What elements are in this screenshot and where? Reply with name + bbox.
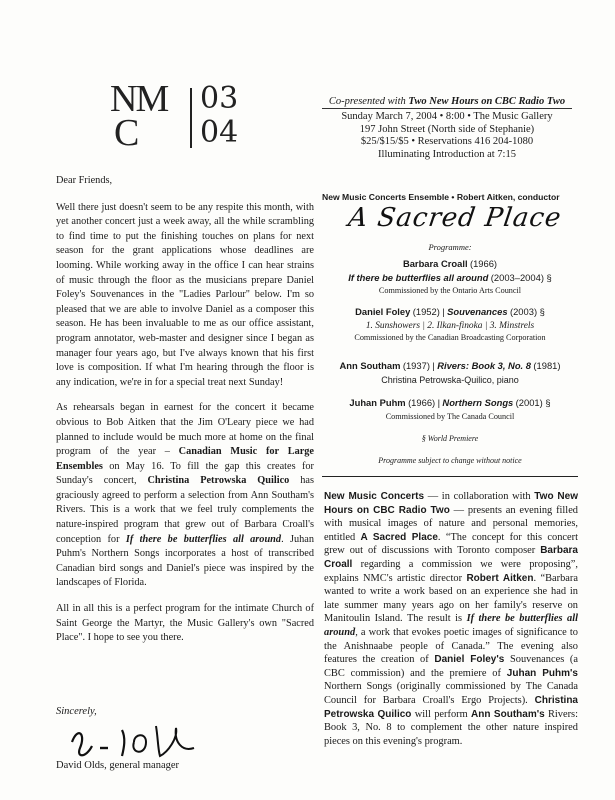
header-rule xyxy=(322,108,572,109)
programme-item: Juhan Puhm (1966) | Northern Songs (2001) § Commissioned by The Canada Council xyxy=(322,397,578,423)
section-divider xyxy=(322,476,578,477)
copresented-line xyxy=(322,96,572,107)
letter-paragraph-2 xyxy=(56,401,314,591)
blurb-partner: Two New Hours on CBC Radio Two xyxy=(324,491,578,516)
blurb-org: New Music Concerts xyxy=(324,491,425,502)
composer: Juhan Puhm xyxy=(349,397,406,408)
blurb-text: regarding a commission we were proposing”, explains NMC's artistic director xyxy=(324,558,578,584)
blurb-text: . “The concept for this concert grew out of discussions with Toronto composer xyxy=(324,531,578,557)
programme-item: Daniel Foley (1952) | Souvenances (2003) § 1. Sunshowers | 2. Ilkan-finoka | 3. Minstrels Commissioned by the Canadian Broadcasting Corporation xyxy=(322,306,578,345)
letter-paragraph-1: Well there just doesn't seem to be any respite this month, with yet another concert just a week away, all the while scrambling to find time to put the finishing touches on plans for next season for the grant applications whose deadlines are looming. While working away in the office I can hear strains of music through the floor as the musicians prepare Daniel Foley's Souvenances in the "Ladies Parlour" below. I'm so pleased that we are able to involve Daniel as a composer this season. He has been invaluable to me as our office assistant, program annotator, web-master and designer since I began as manager four years ago, but I've always known that his first love is composition. If what I'm hearing through the floor is any indication, we're in for a special treat next Sunday! xyxy=(56,201,314,388)
blurb-text: will perform xyxy=(411,708,471,720)
programme-item xyxy=(322,258,578,298)
logo-year xyxy=(200,82,238,150)
work-title: Souvenances xyxy=(447,306,508,317)
event-prices: $25/$15/$5 • Reservations 416 204-1080 xyxy=(360,136,534,147)
programme-item: Ann Southam (1937) | Rivers: Book 3, No. 8 (1981) Christina Petrowska-Quilico, piano xyxy=(322,360,578,386)
logo-year1: 03 xyxy=(200,81,239,116)
blurb-text: Northern Songs (originally commissioned by The Canada Council for Barbara Croall's Ergo Projects). xyxy=(324,681,578,706)
letter-body xyxy=(56,174,314,657)
event-date: Sunday March 7, 2004 • 8:00 • The Music Gallery xyxy=(341,111,553,122)
p2-performer: Christina Petrowska Quilico xyxy=(147,475,290,487)
blurb-text: — presents an evening filled with musical images of nature and personal memories, entitled xyxy=(324,504,579,543)
blurb-performer: Christina Petrowska Quilico xyxy=(324,694,578,720)
logo-letters xyxy=(110,78,190,154)
composer: Barbara Croall xyxy=(402,258,468,269)
work-years: (2003) § xyxy=(509,306,545,317)
composer-years: (1966) xyxy=(408,397,436,408)
nmc-logo xyxy=(110,78,260,154)
blurb-text: Souvenances (a CBC commission) and the premiere of xyxy=(324,654,578,679)
blurb-text: — in collaboration with xyxy=(424,491,535,502)
logo-line2: C xyxy=(114,112,140,154)
p2-text-c: on May 16. To fill the gap this creates for Sunday's concert, xyxy=(56,460,314,487)
copresenter: Two New Hours on CBC Radio Two xyxy=(408,96,566,107)
movements: 1. Sunshowers | 2. Ilkan-finoka | 3. Minstrels xyxy=(365,320,535,331)
work-title: If there be butterflies all around xyxy=(348,271,489,283)
commission-note: Commissioned by the Ontario Arts Council xyxy=(378,286,522,295)
composer-years: (1937) xyxy=(402,360,430,371)
work-years: (1981) xyxy=(533,360,561,371)
logo-year2: 04 xyxy=(200,115,239,150)
composer: Ann Southam xyxy=(339,360,401,371)
blurb-text: Rivers: Book 3, No. 8 to complement the other nature inspired pieces on this evening's program. xyxy=(324,708,578,747)
p2-work: If there be butterflies all around xyxy=(125,533,282,545)
event-details xyxy=(322,111,572,161)
work-title: Rivers: Book 3, No. 8 xyxy=(437,360,531,371)
p2-concert-name: Canadian Music for Large Ensembles xyxy=(56,446,315,472)
change-notice: Programme subject to change without notice xyxy=(378,456,522,465)
event-intro: Illuminating Introduction at 7:15 xyxy=(378,148,516,160)
work-years: (2003–2004) § xyxy=(490,271,552,283)
blurb-title: A Sacred Place xyxy=(360,531,438,543)
signer-name: David Olds, general manager xyxy=(56,760,180,771)
performer-note: Christina Petrowska-Quilico, piano xyxy=(381,374,519,385)
programme-label: Programme: xyxy=(428,242,472,252)
blurb-composer: Juhan Puhm's xyxy=(506,667,578,679)
blurb-work: If there be butterflies all around xyxy=(324,613,578,638)
concert-description xyxy=(324,490,578,748)
work-years: (2001) § xyxy=(515,397,551,408)
work-title: Northern Songs xyxy=(442,397,514,408)
signature-image xyxy=(64,708,204,768)
p2-text-e: has graciously agreed to perform a selection from Ann Southam's Rivers. This is a work that we feel truly complements the nature-inspired program that grew out of Barbara Croall's conception for xyxy=(56,475,314,545)
logo-line1: NM xyxy=(110,78,168,120)
blurb-director: Robert Aitken xyxy=(466,572,534,584)
blurb-composer: Daniel Foley's xyxy=(434,654,505,666)
event-header xyxy=(322,96,572,161)
ensemble-line: New Music Concerts Ensemble • Robert Aitken, conductor xyxy=(322,192,560,202)
commission-note: Commissioned by The Canada Council xyxy=(385,411,515,421)
p2-text-a: As rehearsals began in earnest for the concert it became obvious to Bob Aitken that the Jim O'Leary piece we had planned to include would be much more at home on the final program of the year – xyxy=(56,402,314,458)
blurb-text: , a work that evokes poetic images of significance to the Anishnaabe people of Canada.” The evening also features the creation of xyxy=(324,626,578,666)
composer-years: (1966) xyxy=(469,258,498,269)
concert-title: A Sacred Place xyxy=(346,203,564,233)
copresented-prefix: Co-presented with xyxy=(328,96,409,107)
salutation: Dear Friends, xyxy=(56,175,113,186)
commission-note: Commissioned by the Canadian Broadcasting Corporation xyxy=(354,333,546,342)
p2-text-g: . Juhan Puhm's Northern Songs incorporates a host of transcribed Canadian bird songs and Daniel's piece was inspired by the landscapes of Florida. xyxy=(56,533,314,589)
blurb-composer: Ann Southam's xyxy=(471,708,545,720)
blurb-composer: Barbara Croall xyxy=(324,545,578,570)
closing: Sincerely, xyxy=(56,706,97,717)
letter-paragraph-3: All in all this is a perfect program for the intimate Church of Saint George the Martyr, the Music Gallery's own "Sacred Place". I hope to see you there. xyxy=(56,603,314,644)
event-address: 197 John Street (North side of Stephanie) xyxy=(359,123,535,135)
premiere-footnote: § World Premiere xyxy=(421,434,479,443)
blurb-text: . “Barbara wanted to write a work based on an experience she had in late summer many years ago on her family's reserve on Manitoulin Island. The result is xyxy=(324,572,578,625)
composer: Daniel Foley xyxy=(355,306,411,317)
composer-years: (1952) xyxy=(412,306,440,317)
logo-divider xyxy=(190,88,192,148)
